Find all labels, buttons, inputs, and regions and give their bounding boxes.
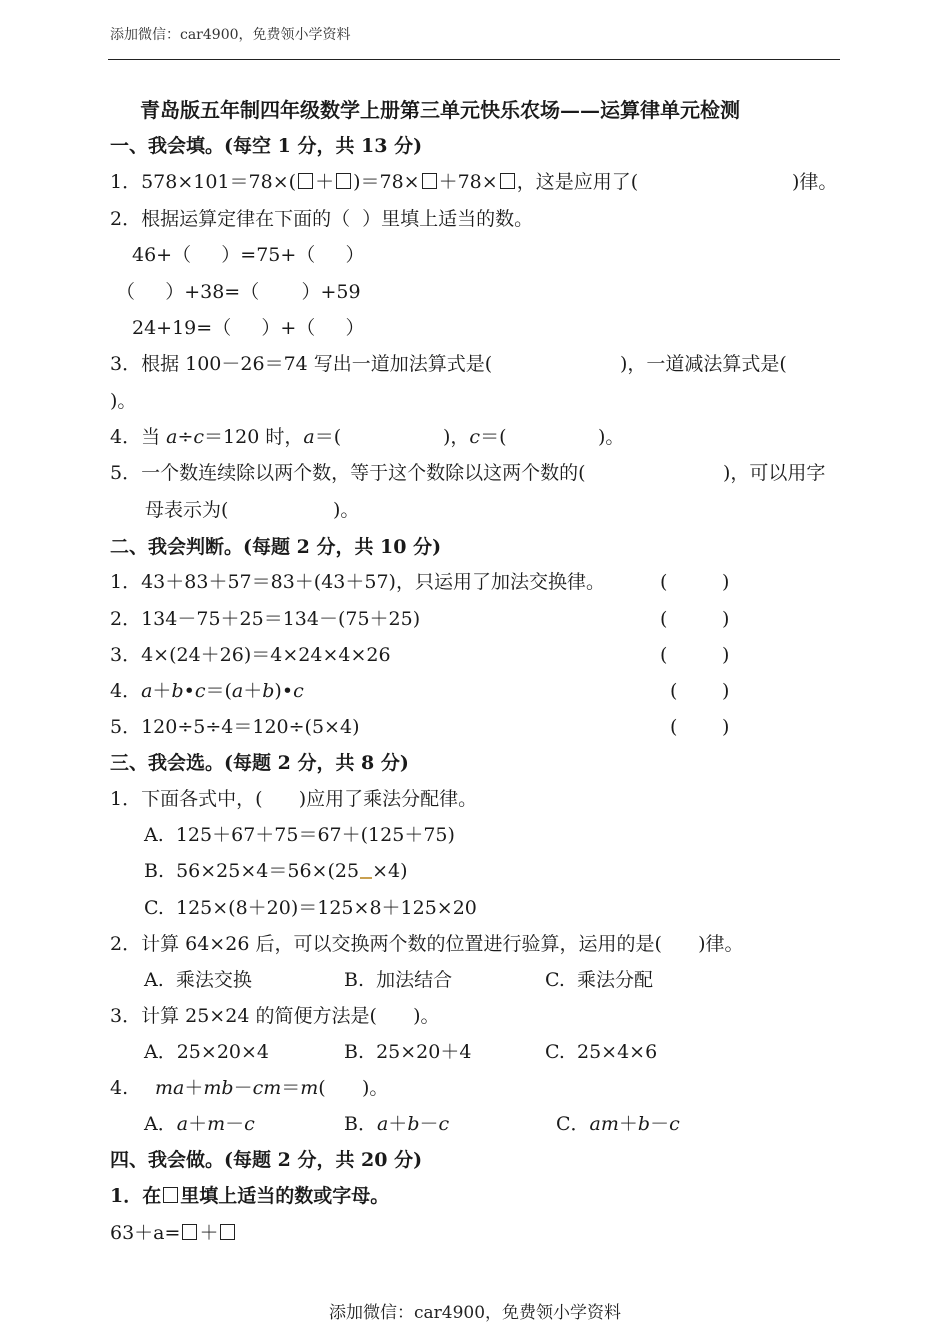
- section-4-heading: 四、我会做。(每题 2 分，共 20 分): [110, 1149, 423, 1171]
- s3-q3: 3．计算 25×24 的简便方法是( )。: [110, 1005, 440, 1027]
- page-title: 青岛版五年制四年级数学上册第三单元快乐农场——运算律单元检测: [140, 98, 740, 122]
- answer-paren-open: (: [670, 680, 678, 702]
- var-a: a: [231, 680, 244, 702]
- label: C．: [556, 1113, 590, 1135]
- blank-box-icon: [298, 173, 313, 189]
- op: ＋: [618, 1113, 638, 1135]
- section-1-heading: 一、我会填。(每空 1 分，共 13 分): [110, 135, 423, 157]
- s2-item-3: 3．4×(24＋26)＝4×24×4×26: [110, 644, 391, 666]
- dot-sign: •: [183, 680, 195, 702]
- term: a: [376, 1113, 389, 1135]
- s1-q4-a: 4．当: [110, 426, 167, 448]
- item-number: 4．: [110, 680, 142, 702]
- answer-paren-close: ): [722, 608, 730, 630]
- s1-q1-e: ，这是应用了(: [516, 171, 639, 193]
- term: m: [300, 1077, 319, 1099]
- answer-paren-open: (: [660, 644, 668, 666]
- var-b: b: [171, 680, 184, 702]
- term: c: [438, 1113, 450, 1135]
- s1-q5-a: 5．一个数连续除以两个数，等于这个数除以这两个数的(: [110, 462, 586, 484]
- s1-q3-a: 3．根据 100－26＝74 写出一道加法算式是(: [110, 353, 493, 375]
- op: ＋: [388, 1113, 408, 1135]
- s1-q1-close: )律。: [792, 171, 838, 193]
- answer-paren-close: ): [722, 644, 730, 666]
- term: c: [669, 1113, 680, 1135]
- var-a: a: [141, 680, 153, 702]
- s3-q2-option-a: A. 乘法交换: [144, 969, 252, 991]
- label: B．: [344, 1113, 377, 1135]
- close-paren: ): [274, 680, 282, 702]
- div-sign: ÷: [177, 426, 194, 448]
- blank-box-icon: [220, 1224, 235, 1240]
- s1-q1-b: ＋: [315, 171, 335, 193]
- s4-q1-text: 1．在: [110, 1185, 162, 1207]
- option-b-text: ×4): [372, 860, 408, 882]
- page-footer: 添加微信：car4900，免费领小学资料: [328, 1303, 622, 1323]
- s3-q3-option-c: C. 25×4×6: [545, 1041, 658, 1063]
- s1-q4-k: )。: [598, 426, 625, 448]
- answer-paren-close: ): [722, 680, 730, 702]
- term: c: [244, 1113, 255, 1135]
- s1-q4-e: ＝120 时，: [204, 426, 304, 448]
- term: am: [589, 1113, 619, 1135]
- edit-mark-icon: [360, 877, 372, 879]
- blank-box-icon: [500, 173, 515, 189]
- s4-q1-text2: 里填上适当的数或字母。: [180, 1185, 390, 1207]
- answer-paren-close: ): [722, 716, 730, 738]
- s3-q4-num: 4.: [110, 1077, 129, 1099]
- s2-item-5: 5．120÷5÷4＝120÷(5×4): [110, 716, 360, 738]
- blank-box-icon: [336, 173, 351, 189]
- var-c: c: [293, 680, 304, 702]
- term: m: [207, 1113, 226, 1135]
- s1-q5-d: )。: [333, 499, 360, 521]
- op: －: [650, 1113, 670, 1135]
- s1-q4-j: ＝(: [480, 426, 507, 448]
- s1-q1-a: 1．578×101＝78×(: [110, 171, 297, 193]
- s3-q4-option-b: [344, 1112, 449, 1136]
- op: ＋: [184, 1077, 204, 1099]
- section-3-heading: 三、我会选。(每题 2 分，共 8 分): [110, 752, 409, 774]
- s1-q2-row1: 46+（ ）=75+（ ）: [132, 244, 365, 266]
- var-b: b: [262, 680, 275, 702]
- s1-q4-h: )，: [443, 426, 470, 448]
- section-2-heading: 二、我会判断。(每题 2 分，共 10 分): [110, 536, 442, 558]
- s1-q4: [110, 425, 341, 449]
- plus-sign: ＋: [243, 680, 263, 702]
- equation-left: 63＋a=: [110, 1222, 181, 1244]
- s3-q1-option-c: C. 125×(8＋20)＝125×8＋125×20: [144, 897, 477, 919]
- s2-item-2: 2．134－75＋25＝134－(75＋25): [110, 608, 421, 630]
- label: A．: [144, 1113, 177, 1135]
- blank-box-icon: [182, 1224, 197, 1240]
- page-header: 添加微信：car4900，免费领小学资料: [110, 27, 351, 43]
- s1-q5-b: )，可以用字: [723, 462, 826, 484]
- answer-paren-open: (: [670, 716, 678, 738]
- term: b: [637, 1113, 651, 1135]
- s3-q3-option-b: B. 25×20＋4: [344, 1041, 472, 1063]
- s1-q1: [110, 170, 638, 194]
- s3-q1-option-b: [144, 859, 407, 883]
- s3-q4-option-c: [556, 1112, 680, 1136]
- answer-paren-open: (: [660, 571, 668, 593]
- s3-q4-option-a: [144, 1112, 255, 1136]
- plus-sign: ＋: [199, 1222, 219, 1244]
- s1-q4: [443, 425, 507, 449]
- var-c: c: [193, 426, 205, 448]
- s3-q3-option-a: A．25×20×4: [144, 1041, 270, 1063]
- op: ＝: [281, 1077, 301, 1099]
- s3-q2-option-c: C. 乘法分配: [545, 969, 653, 991]
- s1-q1-c: )＝78×: [353, 171, 420, 193]
- plus-sign: ＋: [152, 680, 172, 702]
- s3-q2-option-b: B. 加法结合: [344, 969, 453, 991]
- answer-paren-open: (: [660, 608, 668, 630]
- term: mb: [203, 1077, 234, 1099]
- blank-box-icon: [163, 1187, 178, 1203]
- s3-q2: 2．计算 64×26 后，可以交换两个数的位置进行验算，运用的是( )律。: [110, 933, 744, 955]
- op: －: [233, 1077, 253, 1099]
- s1-q2: 2．根据运算定律在下面的（ ）里填上适当的数。: [110, 208, 534, 230]
- s3-q1-option-a: A. 125＋67＋75＝67＋(125＋75): [144, 824, 455, 846]
- var-c: c: [469, 426, 481, 448]
- s1-q4-g: ＝(: [314, 426, 342, 448]
- dot-sign: •: [281, 680, 294, 702]
- term: cm: [252, 1077, 282, 1099]
- s2-item-1: 1．43＋83＋57＝83＋(43＋57)，只运用了加法交换律。: [110, 571, 605, 593]
- op: －: [225, 1113, 245, 1135]
- option-b-text: B. 56×25×4＝56×(25: [144, 860, 360, 882]
- s1-q1-d: ＋78×: [438, 171, 498, 193]
- answer-paren-close: ): [722, 571, 730, 593]
- s2-item-4: [110, 679, 304, 703]
- s1-q5-c: 母表示为(: [145, 499, 229, 521]
- op: －: [419, 1113, 439, 1135]
- s1-q3-c: )。: [110, 390, 137, 412]
- s1-q2-row2: （ ）+38=（ ）+59: [116, 281, 361, 303]
- term: b: [407, 1113, 420, 1135]
- header-divider: [108, 59, 840, 60]
- s3-q1: 1．下面各式中，( )应用了乘法分配律。: [110, 788, 478, 810]
- op: ＋: [188, 1113, 208, 1135]
- equals-paren: ＝(: [205, 680, 232, 702]
- answer-paren: ( )。: [318, 1077, 389, 1099]
- var-a: a: [303, 426, 315, 448]
- var-a: a: [166, 426, 178, 448]
- s1-q2-row3: 24+19=（ ）+（ ）: [132, 317, 365, 339]
- s4-q1: [110, 1184, 389, 1208]
- blank-box-icon: [422, 173, 437, 189]
- var-c: c: [194, 680, 206, 702]
- term: a: [176, 1113, 189, 1135]
- s1-q3-b: )，一道减法算式是(: [620, 353, 787, 375]
- s4-q1-equation: [110, 1221, 237, 1245]
- s3-q4-expression: [155, 1076, 388, 1100]
- term: ma: [155, 1077, 185, 1099]
